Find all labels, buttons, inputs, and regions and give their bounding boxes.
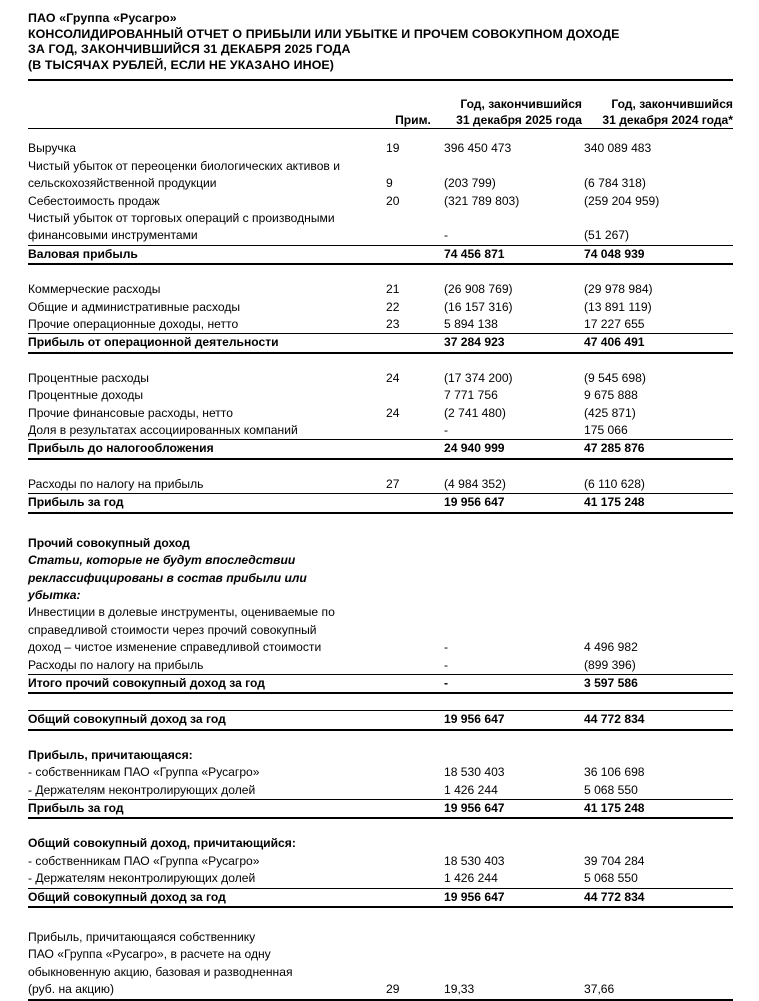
company-name: ПАО «Группа «Русагро» xyxy=(28,11,177,25)
row-label: Прибыль до налогообложения xyxy=(28,440,386,459)
row-value-2025 xyxy=(444,158,584,175)
table-row-total-oci xyxy=(28,674,733,693)
row-value-2024: 37,66 xyxy=(584,981,733,999)
row-label: Прибыль за год xyxy=(28,799,386,818)
row-label: Инвестиции в долевые инструменты, оцениваемые по xyxy=(28,605,335,620)
row-note xyxy=(386,570,444,587)
spacer xyxy=(28,730,733,747)
row-value-2024 xyxy=(584,552,733,569)
row-value-2025: (2 741 480) xyxy=(444,405,506,420)
row-value-2025 xyxy=(444,570,584,587)
table-header-row-2 xyxy=(28,113,733,129)
row-label: Прибыль за год xyxy=(28,494,386,513)
row-value-2024 xyxy=(584,604,733,621)
row-note: 20 xyxy=(386,193,400,208)
row-value-2025: 37 284 923 xyxy=(444,334,584,353)
row-note xyxy=(386,422,444,440)
row-note xyxy=(386,604,444,621)
table-row-oci-income-tax xyxy=(28,657,733,675)
table-row-other-financial-expenses xyxy=(28,405,733,422)
spacer xyxy=(28,129,733,141)
row-value-2025: (4 984 352) xyxy=(444,476,584,494)
table-row-equity-investments-line3 xyxy=(28,639,733,656)
row-value-2024: (259 204 959) xyxy=(584,193,660,208)
row-note xyxy=(386,835,444,852)
row-value-2025 xyxy=(444,835,584,852)
header-year-2025-line2: 31 декабря 2025 года xyxy=(444,113,584,129)
row-note xyxy=(386,639,444,656)
statement-units-line: (В ТЫСЯЧАХ РУБЛЕЙ, ЕСЛИ НЕ УКАЗАНО ИНОЕ) xyxy=(28,57,335,72)
row-note xyxy=(386,334,444,353)
spacer xyxy=(28,513,733,535)
row-value-2025 xyxy=(444,587,584,604)
row-value-2024: 9 675 888 xyxy=(584,388,638,403)
row-note xyxy=(386,227,444,245)
row-value-2025: 19 956 647 xyxy=(444,888,584,907)
table-row-income-tax-expense xyxy=(28,476,733,494)
statement-title-line-2: ЗА ГОД, ЗАКОНЧИВШИЙСЯ 31 ДЕКАБРЯ 2025 ГОДА xyxy=(28,42,351,57)
row-value-2024: 36 106 698 xyxy=(584,765,645,780)
row-label: Прочий совокупный доход xyxy=(28,535,190,550)
table-row-ci-attributable-nci xyxy=(28,870,733,888)
row-label: реклассифицированы в состав прибыли или xyxy=(28,570,307,585)
table-row-ci-attributable-owners xyxy=(28,853,733,870)
row-label: Выручка xyxy=(28,141,76,156)
row-label: (руб. на акцию) xyxy=(28,981,386,999)
table-row-oci-subheading-line3 xyxy=(28,587,733,604)
row-note xyxy=(386,622,444,639)
statement-title-line-1: КОНСОЛИДИРОВАННЫЙ ОТЧЕТ О ПРИБЫЛИ ИЛИ УБЫТКЕ И ПРОЧЕМ СОВОКУПНОМ ДОХОДЕ xyxy=(28,26,620,41)
row-value-2024: 5 068 550 xyxy=(584,782,733,800)
row-value-2024: 39 704 284 xyxy=(584,853,645,868)
row-note: 24 xyxy=(386,370,400,385)
row-label: Прибыль от операционной деятельности xyxy=(28,334,386,353)
row-note xyxy=(386,657,444,675)
row-value-2024 xyxy=(584,946,733,963)
row-value-2025: 396 450 473 xyxy=(444,141,512,156)
row-value-2025: - xyxy=(444,422,584,440)
row-value-2024: (6 784 318) xyxy=(584,176,646,191)
row-note: 23 xyxy=(386,316,444,334)
row-value-2025: 7 771 756 xyxy=(444,388,498,403)
table-row-derivative-loss-line1 xyxy=(28,210,733,227)
row-note xyxy=(386,494,444,513)
row-label: Расходы по налогу на прибыль xyxy=(28,657,386,675)
table-row-ci-attributable-heading xyxy=(28,835,733,852)
row-value-2025: - xyxy=(444,227,584,245)
table-row-profit-for-the-year xyxy=(28,494,733,513)
row-value-2024: 74 048 939 xyxy=(584,245,733,264)
row-note: 22 xyxy=(386,299,400,314)
row-label: Доля в результатах ассоциированных компаний xyxy=(28,422,386,440)
table-row-equity-investments-line2 xyxy=(28,622,733,639)
row-value-2024 xyxy=(584,747,733,764)
row-value-2025 xyxy=(444,946,584,963)
row-note xyxy=(386,535,444,552)
income-statement-table xyxy=(28,81,733,1000)
row-value-2025: 19 956 647 xyxy=(444,799,584,818)
row-value-2025: (17 374 200) xyxy=(444,370,513,385)
spacer xyxy=(28,353,733,370)
table-row-admin-expenses xyxy=(28,299,733,316)
table-row-other-operating-income xyxy=(28,316,733,334)
row-label: доход – чистое изменение справедливой стоимости xyxy=(28,640,322,655)
row-value-2025: 1 426 244 xyxy=(444,870,584,888)
row-value-2025: (203 799) xyxy=(444,176,496,191)
table-row-bio-loss-line2 xyxy=(28,175,733,192)
table-row-equity-investments-line1 xyxy=(28,604,733,621)
row-label: - Держателям неконтролирующих долей xyxy=(28,870,386,888)
row-value-2025: 24 940 999 xyxy=(444,440,584,459)
row-value-2025 xyxy=(444,929,584,946)
row-label: ПАО «Группа «Русагро», в расчете на одну xyxy=(28,947,271,962)
row-label: Общий совокупный доход за год xyxy=(28,711,386,730)
row-value-2024 xyxy=(584,835,733,852)
spacer xyxy=(28,81,733,97)
row-value-2025: 74 456 871 xyxy=(444,245,584,264)
row-value-2024: 47 406 491 xyxy=(584,334,733,353)
row-note xyxy=(386,158,444,175)
header-note-label: Прим. xyxy=(386,113,444,129)
row-value-2025 xyxy=(444,747,584,764)
row-label: - собственникам ПАО «Группа «Русагро» xyxy=(28,765,260,780)
row-label: Валовая прибыль xyxy=(28,245,386,264)
row-label: Статьи, которые не будут впоследствии xyxy=(28,553,296,568)
row-note xyxy=(386,929,444,946)
row-value-2025: - xyxy=(444,640,449,655)
row-label: Чистый убыток от торговых операций с производными xyxy=(28,211,335,225)
row-value-2024: 175 066 xyxy=(584,422,733,440)
row-label: Итого прочий совокупный доход за год xyxy=(28,674,386,693)
table-row-oci-subheading-line2 xyxy=(28,570,733,587)
row-value-2024: (899 396) xyxy=(584,657,733,675)
row-note xyxy=(386,946,444,963)
spacer xyxy=(28,907,733,929)
row-label: Общий совокупный доход за год xyxy=(28,888,386,907)
row-value-2024 xyxy=(584,587,733,604)
table-row-cost-of-sales xyxy=(28,193,733,210)
table-row-revenue xyxy=(28,140,733,157)
row-value-2024: 5 068 550 xyxy=(584,870,733,888)
table-row-eps-line3 xyxy=(28,964,733,981)
row-value-2025: - xyxy=(444,657,584,675)
row-label: Прочие финансовые расходы, нетто xyxy=(28,405,233,420)
row-value-2024: 3 597 586 xyxy=(584,674,733,693)
row-value-2024: 4 496 982 xyxy=(584,640,638,655)
row-label: - Держателям неконтролирующих долей xyxy=(28,782,386,800)
row-label: Процентные расходы xyxy=(28,370,149,385)
row-value-2024 xyxy=(584,158,733,175)
row-value-2025: 5 894 138 xyxy=(444,316,584,334)
row-note: 29 xyxy=(386,981,444,999)
header-year-2025-line1: Год, закончившийся xyxy=(460,97,582,112)
table-row-oci-subheading-line1 xyxy=(28,552,733,569)
row-value-2024: (6 110 628) xyxy=(584,476,733,494)
row-value-2024 xyxy=(584,929,733,946)
table-row-profit-attributable-heading xyxy=(28,747,733,764)
row-label: Прибыль, причитающаяся: xyxy=(28,747,193,762)
row-value-2024: (13 891 119) xyxy=(584,299,652,314)
table-row-interest-expense xyxy=(28,370,733,387)
row-label: Чистый убыток от переоценки биологических активов и xyxy=(28,158,340,173)
row-label: Коммерческие расходы xyxy=(28,282,161,297)
table-row-derivative-loss-line2 xyxy=(28,227,733,245)
row-value-2024 xyxy=(584,964,733,981)
table-header-row-1 xyxy=(28,97,733,113)
row-label: Расходы по налогу на прибыль xyxy=(28,476,386,494)
row-value-2025: 1 426 244 xyxy=(444,782,584,800)
row-value-2024: 340 089 483 xyxy=(584,141,652,156)
row-label: убытка: xyxy=(28,587,81,602)
row-value-2025: - xyxy=(444,674,584,693)
row-note xyxy=(386,674,444,693)
row-note xyxy=(386,245,444,264)
row-value-2025 xyxy=(444,210,584,227)
table-row-ci-attributable-total xyxy=(28,888,733,907)
row-value-2025 xyxy=(444,964,584,981)
row-note xyxy=(386,764,444,781)
row-label: Общий совокупный доход, причитающийся: xyxy=(28,836,296,851)
table-row-profit-attributable-owners xyxy=(28,764,733,781)
table-row-share-of-associates xyxy=(28,422,733,440)
row-value-2024: 47 285 876 xyxy=(584,440,733,459)
document-title-block xyxy=(28,11,733,73)
row-note xyxy=(386,587,444,604)
row-value-2024: (9 545 698) xyxy=(584,370,646,385)
row-value-2024: (51 267) xyxy=(584,227,733,245)
row-note xyxy=(386,747,444,764)
row-label: Прочие операционные доходы, нетто xyxy=(28,316,386,334)
table-row-gross-profit xyxy=(28,245,733,264)
table-row-eps-values xyxy=(28,981,733,999)
row-value-2024: 44 772 834 xyxy=(584,711,733,730)
row-note xyxy=(386,853,444,870)
row-note xyxy=(386,870,444,888)
row-note xyxy=(386,210,444,227)
row-label: финансовыми инструментами xyxy=(28,227,386,245)
row-note xyxy=(386,782,444,800)
row-label: Прибыль, причитающаяся собственнику xyxy=(28,930,256,944)
row-note xyxy=(386,799,444,818)
row-value-2024 xyxy=(584,210,733,227)
table-row-profit-attributable-nci xyxy=(28,782,733,800)
table-row-oci-heading xyxy=(28,535,733,552)
row-value-2024: (425 871) xyxy=(584,405,636,420)
row-value-2024: 17 227 655 xyxy=(584,316,733,334)
spacer xyxy=(28,818,733,835)
row-label: Процентные доходы xyxy=(28,388,144,403)
row-note: 19 xyxy=(386,141,400,156)
row-value-2025: (321 789 803) xyxy=(444,193,520,208)
row-note xyxy=(386,964,444,981)
row-label: - собственникам ПАО «Группа «Русагро» xyxy=(28,853,260,868)
row-value-2025: (26 908 769) xyxy=(444,282,513,297)
row-value-2024: 41 175 248 xyxy=(584,799,733,818)
row-value-2024 xyxy=(584,535,733,552)
row-value-2024: 44 772 834 xyxy=(584,888,733,907)
row-value-2025: (16 157 316) xyxy=(444,299,513,314)
row-value-2025 xyxy=(444,535,584,552)
row-note: 9 xyxy=(386,176,393,191)
table-row-interest-income xyxy=(28,387,733,404)
row-note xyxy=(386,387,444,404)
table-row-profit-attributable-total xyxy=(28,799,733,818)
row-label: справедливой стоимости через прочий совокупный xyxy=(28,622,317,637)
header-year-2024-line1: Год, закончившийся xyxy=(611,97,733,112)
row-value-2025: 18 530 403 xyxy=(444,765,505,780)
row-value-2025 xyxy=(444,552,584,569)
header-year-2024-line2: 31 декабря 2024 года* xyxy=(584,113,733,129)
row-value-2025: 18 530 403 xyxy=(444,853,505,868)
row-value-2025: 19 956 647 xyxy=(444,711,584,730)
row-note xyxy=(386,440,444,459)
row-value-2025 xyxy=(444,604,584,621)
row-note: 21 xyxy=(386,282,400,297)
table-row-selling-expenses xyxy=(28,281,733,298)
row-value-2025: 19,33 xyxy=(444,981,584,999)
row-value-2024: 41 175 248 xyxy=(584,494,733,513)
row-note xyxy=(386,711,444,730)
table-row-operating-profit xyxy=(28,334,733,353)
row-note: 24 xyxy=(386,405,400,420)
table-row-eps-line2 xyxy=(28,946,733,963)
table-row-total-comprehensive-income xyxy=(28,711,733,730)
row-value-2024 xyxy=(584,570,733,587)
row-value-2024 xyxy=(584,622,733,639)
row-value-2025 xyxy=(444,622,584,639)
row-value-2024: (29 978 984) xyxy=(584,282,653,297)
spacer xyxy=(28,459,733,476)
table-row-eps-line1 xyxy=(28,929,733,946)
row-label: сельскохозяйственной продукции xyxy=(28,176,217,191)
row-note xyxy=(386,552,444,569)
row-note: 27 xyxy=(386,476,444,494)
spacer xyxy=(28,693,733,711)
row-label: обыкновенную акцию, базовая и разводненная xyxy=(28,964,293,979)
row-value-2025: 19 956 647 xyxy=(444,494,584,513)
spacer xyxy=(28,264,733,281)
row-note xyxy=(386,888,444,907)
table-row-profit-before-tax xyxy=(28,440,733,459)
row-label: Себестоимость продаж xyxy=(28,193,160,208)
row-label: Общие и административные расходы xyxy=(28,299,241,314)
table-row-bio-loss-line1 xyxy=(28,158,733,175)
